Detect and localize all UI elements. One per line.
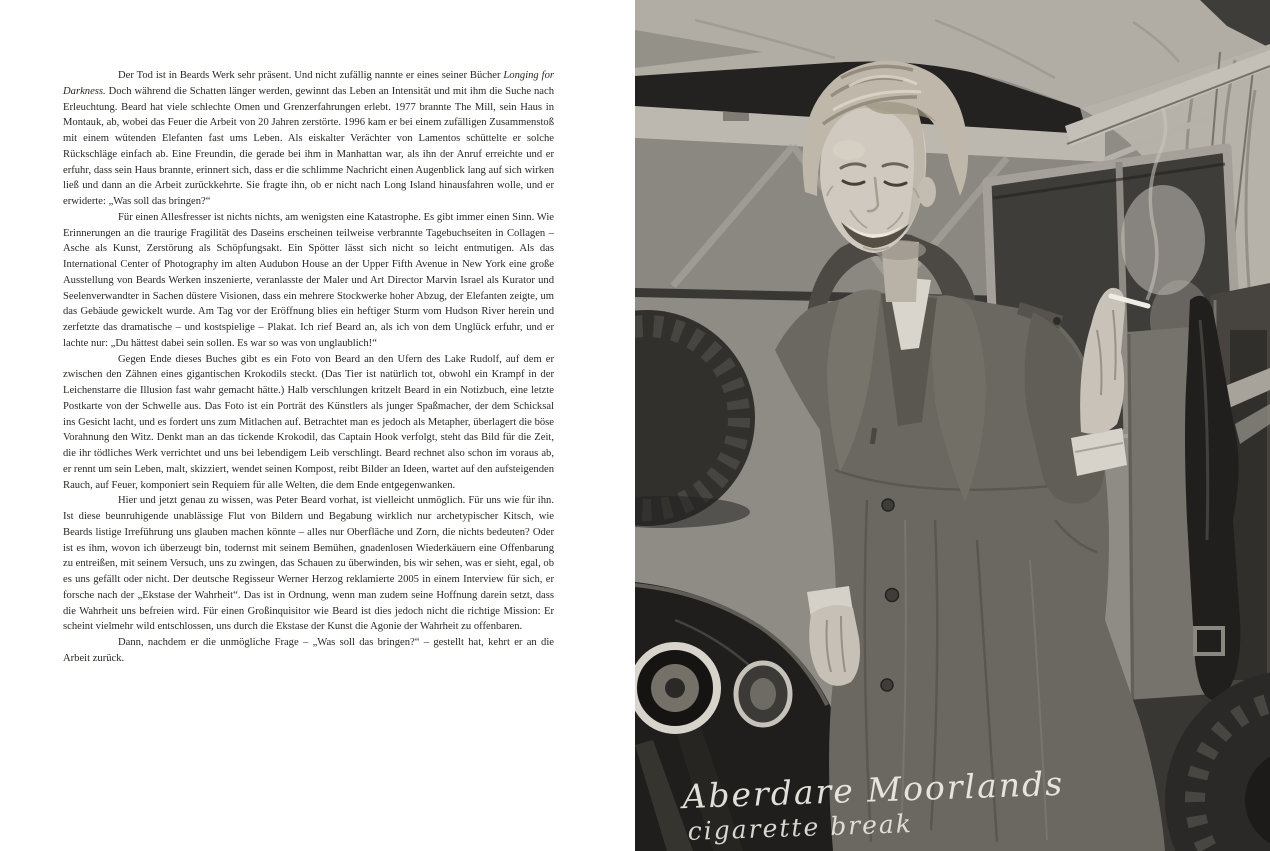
essay-paragraph-4: Hier und jetzt genau zu wissen, was Peter Beard vorhat, ist vielleicht unmöglich. Für uns wie für ihn. Ist diese beunruhigende unablässige Flut von Bildern und Begabung wirklich nur archetypischer Kitsch, wie Beards listige Irreführung uns glauben machen könnte – alles nur Oberfläche und Zorn, die nichts bedeuten? Oder ist es ihm, wovon ich überzeugt bin, todernst mit seinem Bemühen, gnadenlosen Wiederkäuern eine Offenbarung zu entreißen, mit seinem Versuch, uns zu zwingen, das Schauen zu überwinden, bis wir sehen, was er sieht, egal, ob es uns gefällt oder nicht. Der deutsche Regisseur Werner Herzog reklamierte 2005 in einem Interview für sich, er forsche nach der „Ekstase der Wahrheit“. Das ist in Ordnung, wenn man zudem seine Hoffnung darein setzt, dass die Wahrheit uns befreien wird. Für einen Großinquisitor wie Beard ist dies jedoch nicht die richtige Mission: Er scheint vielmehr wild entschlossen, uns durch die Ekstase der Kunst die Agonie der Wahrheit zu offenbaren. — [63, 495, 554, 633]
photo-caption-line1: Aberdare Moorlands — [681, 763, 1065, 817]
essay-paragraph-3: Gegen Ende dieses Buches gibt es ein Foto von Beard an den Ufern des Lake Rudolf, auf dem er zwischen den Zähnen eines gigantischen Krokodils steckt. (Das Tier ist natürlich tot, obwohl ein Krampf in der Leichenstarre die Illusion fast wahr gemacht hätte.) Halb verschlungen kritzelt Beard in ein Notizbuch, eine letzte Postkarte von der Schwelle aus. Das Foto ist ein Porträt des Künstlers als junger Spaßmacher, der dem Schicksal ins Gesicht lacht, und es fordert uns zum Mitlachen auf. Betrachtet man es jedoch als Metapher, überlagert die böse Vorahnung den Witz. Denkt man an das tickende Krokodil, das Captain Hook verfolgt, steht das Bild für die Zeit, die ihr tödliches Werk verrichtet und uns bei lebendigem Leib verschlingt. Beard rechnet also schon im voraus ab, er rennt um sein Leben, malt, skizziert, wendet seinen Kompost, reibt Bilder an Ideen, wartet auf den aufsteigenden Rauch, auf Feuer, komponiert sein Requiem für alle Welten, die dem Ende entgegenwanken. — [63, 353, 554, 491]
photo-caption-line2: cigarette break — [687, 809, 914, 846]
window-reflection — [1121, 185, 1205, 295]
right-page — [635, 0, 1270, 851]
photo-peter-beard-cigarette-break — [635, 0, 1270, 851]
ear — [918, 177, 936, 207]
essay-text-column — [63, 68, 554, 667]
paragraph-text: Doch während die Schatten länger werden, gewinnt das Leben an Intensität und mit ihm die Suche nach Erleuchtung. Beard hat viele schlechte Omen und Grenzerfahrungen erlebt. 1977 brannte The Mill, sein Haus in Montauk, ab, wobei das Feuer die Arbeit von 20 Jahren zerstörte. 1996 kam er bei einem zufälligen Zusammenstoß mit einem wütenden Elefanten fast ums Leben. Als eiskalter Verächter von Lamentos schüttelte er solche Rückschläge einfach ab. Eine Freundin, die gerade bei ihm in Manhattan war, als ihn der Anruf erreichte und er erfuhr, dass sein Haus brannte, erinnert sich, dass er die schlimme Nachricht einen Augenblick lang auf sich wirken ließ und dann an die Arbeit zurückkehrte. Sie fragte ihn, ob er nicht nach Long Island hinausfahren wolle, und er erwiderte: „Was soll das bringen?“ — [63, 85, 554, 207]
essay-paragraph-5: Dann, nachdem er die unmögliche Frage – „Was soll das bringen?“ – gestellt hat, kehrt er an die Arbeit zurück. — [63, 637, 554, 664]
paragraph-text: Der Tod ist in Beards Werk sehr präsent. Und nicht zufällig nannte er eines seiner Bücher — [118, 70, 504, 81]
essay-paragraph-2: Für einen Allesfresser ist nichts nichts, am wenigsten eine Katastrophe. Es gibt immer einen Sinn. Wie Erinnerungen an die traurige Fragilität des Daseins erscheinen teilweise verbrannte Tagebuchseiten in Collagen – Asche als Kunst, Zerstörung als Schöpfungsakt. Ein Spötter lässt sich nicht so leicht entmutigen. Als das International Center of Photography im alten Audubon House an der Upper Fifth Avenue in New York eine große Ausstellung von Beards Werken inszenierte, veranlasste der Maler und Art Director Marvin Israel als Kurator und Seelenverwandter in Sachen düstere Visionen, dass ein mehrere Stockwerke hoher Abzug, der Elefanten zeigte, um das Gebäude gewickelt wurde. Am Tag vor der Eröffnung blies ein heftiger Sturm vom Hudson River herein und zerfetzte das dramatische – und kostspielige – Plakat. Ich rief Beard an, als ich von dem Unglück erfuhr, und er lachte nur: „Du hättest dabei sein sollen. Es war so was von unglaublich!“ — [63, 211, 554, 349]
book-title-italic: Longing for Darkness. — [63, 70, 554, 97]
headlight-large — [635, 646, 717, 730]
essay-paragraph-1 — [63, 68, 554, 210]
headlight-small — [736, 663, 790, 725]
